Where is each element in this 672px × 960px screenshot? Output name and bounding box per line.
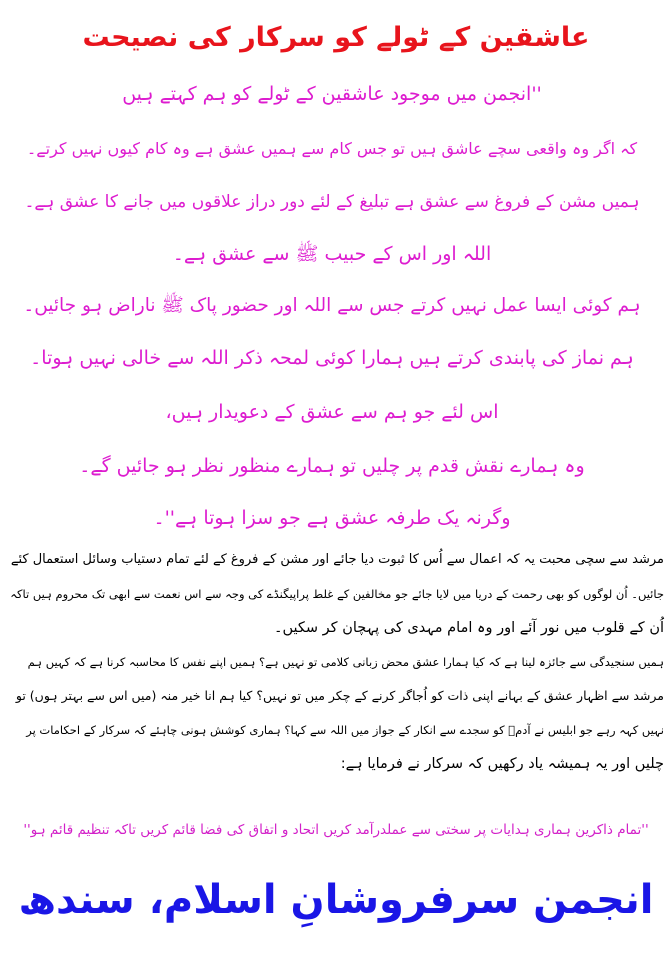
body-line-2: جائیں۔ اُن لوگوں کو بھی رحمت کے دریا میں لایا جائے جو مخالفین کے غلط پراپیگنڈے کی وجہ سے اس نعمت سے ابھی تک محروم ہیں تاکہ xyxy=(10,587,664,601)
advice-line-5: ہم کوئی ایسا عمل نہیں کرتے جس سے اللہ اور حضور پاک ﷺ ناراض ہو جائیں۔ xyxy=(23,295,641,316)
body-line-4: ہمیں سنجیدگی سے جائزہ لینا ہے کہ کیا ہمارا عشق محض زبانی کلامی تو نہیں ہے؟ ہمیں اپنے نفس کا محاسبہ کرنا ہے کہ کہیں ہم xyxy=(27,655,664,669)
page-title: عاشقین کے ٹولے کو سرکار کی نصیحت xyxy=(82,22,590,53)
sarkar-quote: ''تمام ذاکرین ہماری ہدایات پر سختی سے عملدرآمد کریں اتحاد و اتفاق کی فضا قائم کریں تاکہ تنظیم قائم ہو'' xyxy=(23,822,649,838)
advice-line-6: ہم نماز کی پابندی کرتے ہیں ہمارا کوئی لمحہ ذکر اللہ سے خالی نہیں ہوتا۔ xyxy=(30,347,634,369)
body-line-1: مرشد سے سچی محبت یہ کہ اعمال سے اُس کا ثبوت دیا جائے اور مشن کے فروغ کے لئے تمام دستیاب وسائل استعمال کئے xyxy=(10,552,664,567)
advice-line-2: کہ اگر وہ واقعی سچے عاشق ہیں تو جس کام سے ہمیں عشق ہے وہ کام کیوں نہیں کرتے۔ xyxy=(26,139,638,158)
advice-line-3: ہمیں مشن کے فروغ سے عشق ہے تبلیغ کے لئے دور دراز علاقوں میں جانے کا عشق ہے۔ xyxy=(24,192,640,212)
advice-line-1: ''انجمن میں موجود عاشقین کے ٹولے کو ہم کہتے ہیں xyxy=(122,83,542,105)
body-line-3: اُن کے قلوب میں نور آئے اور وہ امام مہدی کی پہچان کر سکیں۔ xyxy=(274,620,664,636)
organization-name: انجمن سرفروشانِ اسلام، سندھ xyxy=(18,877,654,923)
body-line-6: نہیں کہہ رہے جو ابلیس نے آدمؑ کو سجدے سے انکار کے جواز میں اللہ سے کہا؟ ہماری کوشش ہونی چاہئے کہ سرکار کے احکامات پر xyxy=(26,723,664,737)
advice-line-8: وہ ہمارے نقش قدم پر چلیں تو ہمارے منظور نظر ہو جائیں گے۔ xyxy=(79,455,585,477)
advice-line-4: اللہ اور اس کے حبیب ﷺ سے عشق ہے۔ xyxy=(172,243,492,265)
body-line-5: مرشد سے اظہار عشق کے بہانے اپنی ذات کو اُجاگر کرنے کے چکر میں تو نہیں؟ کیا ہم انا خیر منہ (میں اس سے بہتر ہوں) تو xyxy=(15,688,664,703)
advice-line-9: وگرنہ یک طرفہ عشق ہے جو سزا ہوتا ہے''۔ xyxy=(153,507,511,529)
body-line-7: چلیں اور یہ ہمیشہ یاد رکھیں کہ سرکار نے فرمایا ہے: xyxy=(340,756,664,772)
advice-line-7: اس لئے جو ہم سے عشق کے دعویدار ہیں، xyxy=(165,401,499,423)
